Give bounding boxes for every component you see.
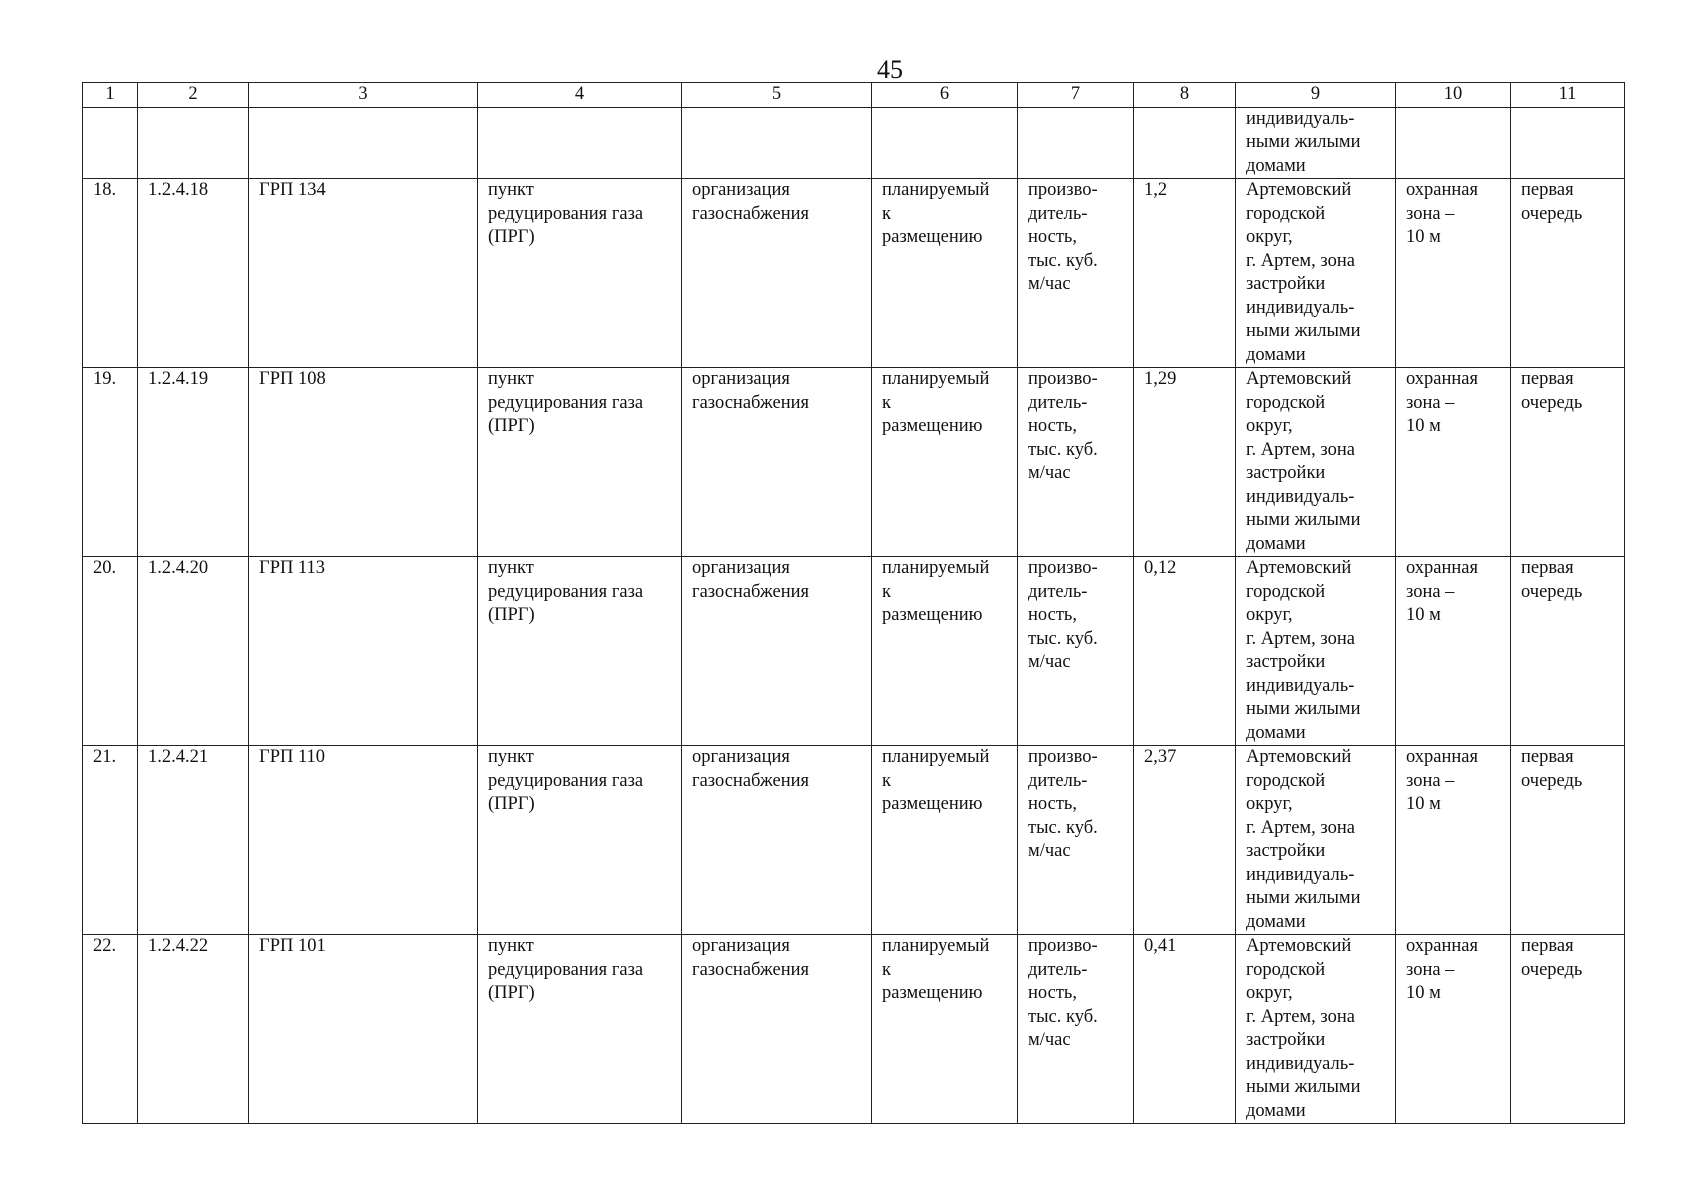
object-zone: охранная зона – 10 м (1406, 180, 1479, 247)
table-cell (249, 107, 478, 179)
value-cell (1134, 935, 1236, 1124)
row-number-cell (83, 368, 138, 557)
object-name: ГРП 134 (259, 180, 326, 200)
object-location: Артемовский городской округ, г. Артем, зона застройки индивидуаль- ными жилыми домами (1246, 558, 1361, 743)
object-zone: охранная зона – 10 м (1406, 747, 1479, 814)
column-header: 9 (1236, 83, 1396, 108)
column-header: 1 (83, 83, 138, 108)
row-number-cell (83, 557, 138, 746)
table-cell (1396, 107, 1511, 179)
page-number: 45 (877, 55, 903, 84)
stage-cell (1511, 746, 1625, 935)
table-row (83, 557, 1625, 746)
table-cell (478, 107, 682, 179)
type-cell (478, 557, 682, 746)
table-row (83, 179, 1625, 368)
status-cell (872, 179, 1018, 368)
code-cell (138, 368, 249, 557)
purpose-cell (682, 557, 872, 746)
object-type: пункт редуцирования газа (ПРГ) (488, 180, 644, 247)
zone-cell (1396, 557, 1511, 746)
row-number: 20. (93, 558, 117, 578)
object-characteristic: произво- дитель- ность, тыс. куб. м/час (1028, 180, 1098, 294)
object-purpose: организация газоснабжения (692, 180, 810, 224)
code-cell (138, 935, 249, 1124)
object-name: ГРП 113 (259, 558, 326, 578)
location-cell (1236, 179, 1396, 368)
row-number-cell (83, 746, 138, 935)
objects-table (82, 82, 1625, 1124)
row-number: 19. (93, 369, 117, 389)
status-cell (872, 557, 1018, 746)
value-cell (1134, 746, 1236, 935)
stage-cell (1511, 935, 1625, 1124)
object-status: планируемый к размещению (882, 369, 990, 436)
table-cell (83, 107, 138, 179)
continuation-row (83, 107, 1625, 179)
object-location: Артемовский городской округ, г. Артем, зона застройки индивидуаль- ными жилыми домами (1246, 180, 1361, 365)
location-cell (1236, 107, 1396, 179)
code-cell (138, 557, 249, 746)
characteristic-cell (1018, 746, 1134, 935)
table-row (83, 935, 1625, 1124)
zone-cell (1396, 179, 1511, 368)
object-characteristic: произво- дитель- ность, тыс. куб. м/час (1028, 369, 1098, 483)
column-header: 10 (1396, 83, 1511, 108)
object-status: планируемый к размещению (882, 180, 990, 247)
object-purpose: организация газоснабжения (692, 747, 810, 791)
object-name: ГРП 110 (259, 747, 326, 767)
table-cell (682, 107, 872, 179)
name-cell (249, 179, 478, 368)
object-stage: первая очередь (1521, 558, 1583, 602)
location-cell (1236, 557, 1396, 746)
column-header: 5 (682, 83, 872, 108)
location-cell (1236, 746, 1396, 935)
table-cell (138, 107, 249, 179)
object-purpose: организация газоснабжения (692, 936, 810, 980)
object-type: пункт редуцирования газа (ПРГ) (488, 747, 644, 814)
table-cell (1134, 107, 1236, 179)
row-number: 22. (93, 936, 117, 956)
object-zone: охранная зона – 10 м (1406, 369, 1479, 436)
characteristic-cell (1018, 935, 1134, 1124)
characteristic-cell (1018, 179, 1134, 368)
object-purpose: организация газоснабжения (692, 558, 810, 602)
purpose-cell (682, 368, 872, 557)
object-stage: первая очередь (1521, 747, 1583, 791)
name-cell (249, 746, 478, 935)
location-cell (1236, 935, 1396, 1124)
characteristic-cell (1018, 557, 1134, 746)
location-text: индивидуаль- ными жилыми домами (1246, 108, 1361, 176)
column-header: 8 (1134, 83, 1236, 108)
object-zone: охранная зона – 10 м (1406, 936, 1479, 1003)
purpose-cell (682, 179, 872, 368)
object-type: пункт редуцирования газа (ПРГ) (488, 369, 644, 436)
object-stage: первая очередь (1521, 180, 1583, 224)
object-purpose: организация газоснабжения (692, 369, 810, 413)
code-cell (138, 179, 249, 368)
column-header: 3 (249, 83, 478, 108)
table-cell (872, 107, 1018, 179)
object-code: 1.2.4.18 (148, 180, 209, 200)
object-location: Артемовский городской округ, г. Артем, зона застройки индивидуаль- ными жилыми домами (1246, 369, 1361, 554)
row-number: 18. (93, 180, 117, 200)
object-name: ГРП 108 (259, 369, 326, 389)
column-header: 7 (1018, 83, 1134, 108)
name-cell (249, 935, 478, 1124)
purpose-cell (682, 935, 872, 1124)
object-location: Артемовский городской округ, г. Артем, зона застройки индивидуаль- ными жилыми домами (1246, 936, 1361, 1121)
value-cell (1134, 179, 1236, 368)
object-status: планируемый к размещению (882, 558, 990, 625)
type-cell (478, 368, 682, 557)
stage-cell (1511, 368, 1625, 557)
location-cell (1236, 368, 1396, 557)
name-cell (249, 368, 478, 557)
table-cell (1018, 107, 1134, 179)
object-zone: охранная зона – 10 м (1406, 558, 1479, 625)
table-row (83, 746, 1625, 935)
object-value: 0,41 (1144, 936, 1177, 956)
zone-cell (1396, 368, 1511, 557)
object-value: 2,37 (1144, 747, 1177, 767)
table-row (83, 368, 1625, 557)
object-value: 1,29 (1144, 369, 1177, 389)
value-cell (1134, 368, 1236, 557)
object-characteristic: произво- дитель- ность, тыс. куб. м/час (1028, 936, 1098, 1050)
object-characteristic: произво- дитель- ность, тыс. куб. м/час (1028, 747, 1098, 861)
object-code: 1.2.4.21 (148, 747, 209, 767)
object-location: Артемовский городской округ, г. Артем, зона застройки индивидуаль- ными жилыми домами (1246, 747, 1361, 932)
object-name: ГРП 101 (259, 936, 326, 956)
type-cell (478, 746, 682, 935)
zone-cell (1396, 935, 1511, 1124)
name-cell (249, 557, 478, 746)
object-value: 0,12 (1144, 558, 1177, 578)
header-row (83, 83, 1625, 108)
code-cell (138, 746, 249, 935)
status-cell (872, 746, 1018, 935)
object-code: 1.2.4.22 (148, 936, 209, 956)
zone-cell (1396, 746, 1511, 935)
column-header: 6 (872, 83, 1018, 108)
object-status: планируемый к размещению (882, 936, 990, 1003)
stage-cell (1511, 179, 1625, 368)
object-stage: первая очередь (1521, 936, 1583, 980)
stage-cell (1511, 557, 1625, 746)
type-cell (478, 935, 682, 1124)
object-stage: первая очередь (1521, 369, 1583, 413)
column-header: 2 (138, 83, 249, 108)
object-status: планируемый к размещению (882, 747, 990, 814)
object-characteristic: произво- дитель- ность, тыс. куб. м/час (1028, 558, 1098, 672)
type-cell (478, 179, 682, 368)
table-cell (1511, 107, 1625, 179)
row-number-cell (83, 935, 138, 1124)
object-code: 1.2.4.19 (148, 369, 209, 389)
object-code: 1.2.4.20 (148, 558, 209, 578)
object-type: пункт редуцирования газа (ПРГ) (488, 936, 644, 1003)
object-value: 1,2 (1144, 180, 1168, 200)
status-cell (872, 935, 1018, 1124)
value-cell (1134, 557, 1236, 746)
column-header: 4 (478, 83, 682, 108)
status-cell (872, 368, 1018, 557)
row-number: 21. (93, 747, 117, 767)
row-number-cell (83, 179, 138, 368)
purpose-cell (682, 746, 872, 935)
characteristic-cell (1018, 368, 1134, 557)
column-header: 11 (1511, 83, 1625, 108)
object-type: пункт редуцирования газа (ПРГ) (488, 558, 644, 625)
